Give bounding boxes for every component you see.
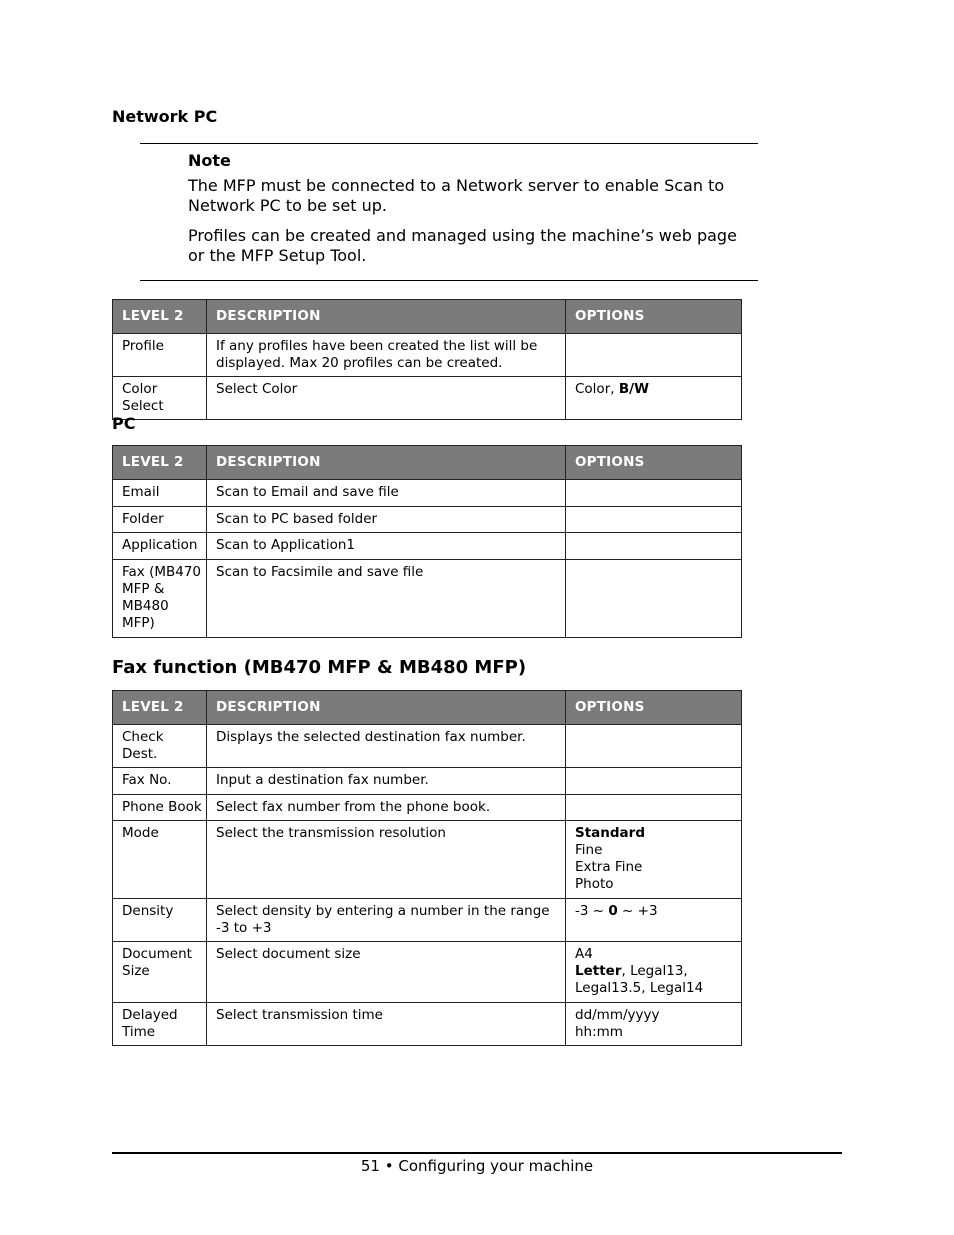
column-header-level: LEVEL 2 — [113, 300, 207, 334]
table-row — [113, 795, 742, 821]
note-top-rule — [140, 143, 758, 144]
table-row — [113, 480, 742, 507]
option-text: dd/mm/yyyy — [575, 1007, 660, 1023]
page-footer — [112, 1157, 842, 1175]
option-text: , Legal13, Legal13.5, Legal14 — [575, 963, 704, 996]
level-cell: Phone Book — [113, 795, 207, 821]
options-cell — [566, 942, 742, 1003]
table-header-row — [113, 300, 742, 334]
pc-table — [112, 445, 742, 638]
footer-bullet: • — [384, 1157, 394, 1175]
level-cell: Fax No. — [113, 768, 207, 795]
table-row — [113, 533, 742, 560]
option-text: Fine — [575, 842, 603, 858]
default-option: 0 — [608, 903, 618, 919]
column-header-description: DESCRIPTION — [207, 446, 566, 480]
description-cell: Select transmission time — [207, 1003, 566, 1046]
option-text: Extra Fine — [575, 859, 643, 875]
note-bottom-rule — [140, 280, 758, 281]
level-cell: Fax (MB470 MFP & MB480 MFP) — [113, 560, 207, 638]
options-cell — [566, 899, 742, 942]
default-option: Standard — [575, 825, 645, 841]
table-row — [113, 334, 742, 377]
table-row — [113, 507, 742, 533]
level-cell: Delayed Time — [113, 1003, 207, 1046]
option-text: hh:mm — [575, 1024, 623, 1040]
description-cell: If any profiles have been created the list will be displayed. Max 20 profiles can be created. — [207, 334, 566, 377]
table-row — [113, 1003, 742, 1046]
description-cell: Scan to Application1 — [207, 533, 566, 560]
table-row — [113, 942, 742, 1003]
table-header-row — [113, 691, 742, 725]
default-option: Letter — [575, 963, 622, 979]
options-cell — [566, 1003, 742, 1046]
description-cell: Select document size — [207, 942, 566, 1003]
level-cell: Folder — [113, 507, 207, 533]
level-cell: Application — [113, 533, 207, 560]
table-row — [113, 725, 742, 768]
description-cell: Scan to Email and save file — [207, 480, 566, 507]
network-pc-table — [112, 299, 742, 420]
column-header-level: LEVEL 2 — [113, 691, 207, 725]
default-option: B/W — [618, 381, 649, 397]
chapter-title: Configuring your machine — [398, 1157, 594, 1175]
options-cell — [566, 768, 742, 795]
note-title: Note — [188, 151, 231, 170]
options-cell — [566, 795, 742, 821]
options-cell — [566, 821, 742, 899]
options-cell — [566, 334, 742, 377]
options-cell — [566, 480, 742, 507]
column-header-options: OPTIONS — [566, 446, 742, 480]
column-header-description: DESCRIPTION — [207, 300, 566, 334]
note-paragraph-2: Profiles can be created and managed using the machine’s web page or the MFP Setup Tool. — [188, 226, 737, 265]
note-paragraph-1: The MFP must be connected to a Network server to enable Scan to Network PC to be set up. — [188, 176, 725, 215]
column-header-options: OPTIONS — [566, 691, 742, 725]
column-header-level: LEVEL 2 — [113, 446, 207, 480]
options-cell — [566, 560, 742, 638]
table-header-row — [113, 446, 742, 480]
description-cell: Input a destination fax number. — [207, 768, 566, 795]
level-cell: Color Select — [113, 377, 207, 420]
table-row — [113, 377, 742, 420]
column-header-description: DESCRIPTION — [207, 691, 566, 725]
level-cell: Profile — [113, 334, 207, 377]
options-cell — [566, 377, 742, 420]
description-cell: Select fax number from the phone book. — [207, 795, 566, 821]
options-cell — [566, 533, 742, 560]
option-text: Photo — [575, 876, 614, 892]
section-heading-pc: PC — [112, 414, 136, 433]
description-cell: Scan to Facsimile and save file — [207, 560, 566, 638]
section-heading-network-pc: Network PC — [112, 107, 218, 126]
table-row — [113, 821, 742, 899]
level-cell: Density — [113, 899, 207, 942]
option-text: ~ +3 — [617, 903, 658, 919]
option-text: A4 — [575, 946, 593, 962]
level-cell: Mode — [113, 821, 207, 899]
option-text: Color, — [575, 381, 619, 397]
column-header-options: OPTIONS — [566, 300, 742, 334]
level-cell: Check Dest. — [113, 725, 207, 768]
options-cell — [566, 507, 742, 533]
table-row — [113, 768, 742, 795]
footer-rule — [112, 1152, 842, 1154]
description-cell: Scan to PC based folder — [207, 507, 566, 533]
description-cell: Displays the selected destination fax number. — [207, 725, 566, 768]
level-cell: Document Size — [113, 942, 207, 1003]
options-cell — [566, 725, 742, 768]
level-cell: Email — [113, 480, 207, 507]
page-number: 51 — [360, 1157, 380, 1175]
section-heading-fax-function: Fax function (MB470 MFP & MB480 MFP) — [112, 657, 527, 678]
description-cell: Select Color — [207, 377, 566, 420]
table-row — [113, 560, 742, 638]
fax-function-table — [112, 690, 742, 1046]
table-row — [113, 899, 742, 942]
description-cell: Select density by entering a number in the range -3 to +3 — [207, 899, 566, 942]
option-text: -3 ~ — [575, 903, 609, 919]
description-cell: Select the transmission resolution — [207, 821, 566, 899]
